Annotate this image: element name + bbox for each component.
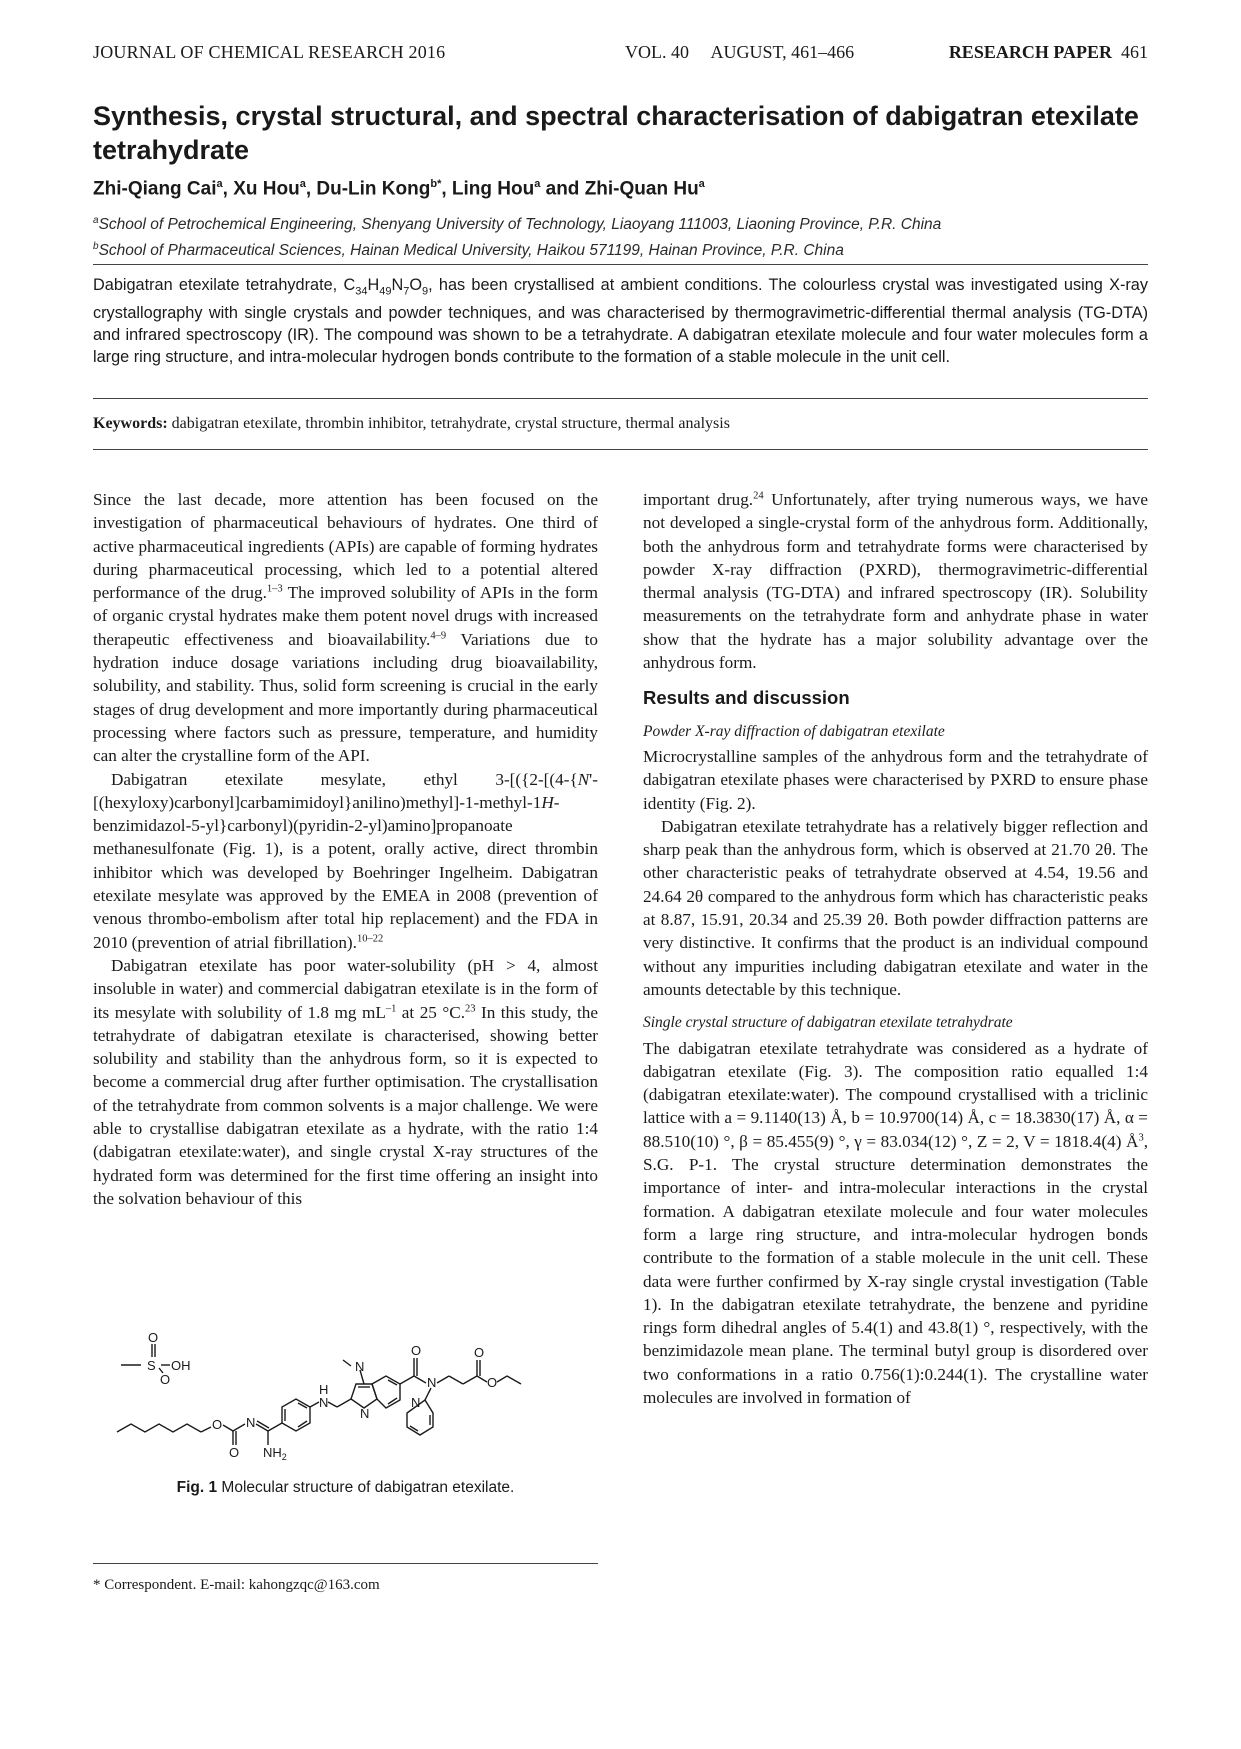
bond — [201, 1427, 211, 1432]
affiliation — [93, 210, 1153, 236]
bond — [337, 1399, 351, 1407]
atom-label: O — [212, 1417, 223, 1432]
paragraph-text: important drug. — [643, 490, 754, 509]
paragraph-text: Dabigatran etexilate has poor water-solubility (pH > 4, almost insoluble in water) and commercial dabigatran etexilate is in the form of its mesylate with solubility of 1.8 mg mL — [93, 955, 598, 1022]
paragraph-text: The improved solubility of APIs in the form of organic crystal hydrates make them potent novel drugs with increased therapeutic effectiveness and bioavailability. — [93, 583, 599, 649]
paragraph — [93, 954, 598, 1210]
atom-label: OH — [171, 1358, 191, 1373]
atom-label — [263, 1445, 287, 1462]
keywords-label: Keywords: — [93, 415, 168, 432]
author-separator: , — [305, 178, 317, 200]
benzene-ring — [282, 1399, 310, 1431]
figure-label: Fig. 1 — [176, 1479, 218, 1496]
body-column-right — [643, 488, 1148, 1409]
keywords — [93, 415, 1148, 433]
author-separator: and — [540, 178, 585, 200]
paragraph — [643, 488, 1148, 674]
citation: 10–22 — [356, 932, 384, 944]
atom-label: N — [319, 1395, 329, 1410]
formula-subscript: 7 — [403, 285, 410, 298]
citation: 24 — [753, 490, 764, 502]
bond — [449, 1376, 463, 1384]
citation: 23 — [465, 1002, 476, 1014]
bond — [256, 1424, 268, 1431]
author: Zhi-Quan Hu — [584, 178, 699, 200]
author-affiliation-mark: a — [534, 178, 541, 190]
divider — [93, 264, 1148, 265]
author-affiliation-mark: a — [216, 178, 223, 190]
paragraph — [643, 1037, 1148, 1410]
italic-text: N — [577, 769, 590, 789]
atom-label: N — [360, 1406, 370, 1421]
bond — [400, 1376, 414, 1384]
paragraph: Microcrystalline samples of the anhydrous form and the tetrahydrate of dabigatran etexilate phases were characterised by PXRD to ensure phase identity (Fig. 2). — [643, 746, 1148, 813]
author: Ling Hou — [451, 178, 535, 200]
atom-labels — [147, 1330, 497, 1462]
formula-element: H — [367, 276, 380, 294]
paragraph-text: -benzimidazol-5-yl}carbonyl)(pyridin-2-yl)amino]propanoate methanesulfonate (Fig. 1), is a potent, orally active, direct thrombin inhibitor which was developed by Boehringer Ingelheim. Dabigatran etexilate mesylate was approved by the EMEA in 2008 (prevention of venous thrombo-embolism after total hip replacement) and the FDA in 2010 (prevention of atrial fibrillation). — [93, 792, 598, 952]
atom-label: O — [229, 1445, 240, 1460]
subsection-heading: Single crystal structure of dabigatran etexilate tetrahydrate — [643, 1014, 1013, 1032]
keywords-text: dabigatran etexilate, thrombin inhibitor, tetrahydrate, crystal structure, thermal analysis — [171, 415, 730, 432]
divider — [93, 398, 1148, 399]
article-title: Synthesis, crystal structural, and spectral characterisation of dabigatran etexilate tetrahydrate — [93, 101, 1139, 165]
paragraph-text: '-[(hexyloxy)carbonyl]carbamimidoyl}anilino)methyl]-1-methyl-1 — [93, 769, 598, 812]
paragraph — [93, 768, 598, 954]
bond — [328, 1402, 337, 1407]
author: Zhi-Qiang Cai — [93, 178, 217, 200]
abstract — [93, 274, 1148, 368]
body-column-left — [93, 488, 598, 1210]
atom-label: H — [319, 1382, 329, 1397]
formula-element: N — [391, 276, 404, 294]
footnote-rule — [93, 1563, 598, 1564]
affiliation-text: School of Pharmaceutical Sciences, Hainan Medical University, Haikou 571199, Hainan Province, P.R. China — [98, 242, 844, 260]
paragraph-text: , S.G. P-1. The crystal structure determination demonstrates the importance of inter- and intra-molecular interactions in the crystal formation. A dabigatran etexilate molecule and four water molecules form a large ring structure, and intra-molecular hydrogen bonds contribute to the formation of a stable molecule in the unit cell. These data were further confirmed by X-ray single crystal investigation (Table 1). In the dabigatran etexilate tetrahydrate, the benzene and pyridine rings form dihedral angles of 5.4(1) and 43.8(1) °, respectively, with the benzimidazole mean plane. The terminal butyl group is disordered over two conformations in a ratio 0.756(1):0.244(1). The crystalline water molecules are involved in formation of — [643, 1131, 1148, 1407]
atom-label-subscript: 2 — [281, 1452, 287, 1462]
atom-label-text: NH — [263, 1445, 282, 1460]
italic-text: H — [541, 792, 554, 812]
bond — [223, 1425, 233, 1431]
atom-label: O — [487, 1375, 498, 1390]
atom-label: N — [355, 1359, 365, 1374]
subsection-heading: Powder X-ray diffraction of dabigatran etexilate — [643, 722, 945, 740]
running-head — [93, 42, 1148, 68]
paragraph-text: Unfortunately, after trying numerous ways, we have not developed a single-crystal form of the anhydrous form. Additionally, both the anhydrous form and tetrahydrate forms were characterised by powder X-ray diffraction (PXRD), thermogravimetric-differential thermal analysis (TG-DTA) and infrared spectroscopy (IR). Solubility measurements on the tetrahydrate form and anhydrate phase in water show that the hydrate has a major solubility advantage over the anhydrous form. — [643, 490, 1148, 673]
atom-label: O — [148, 1330, 159, 1345]
formula-subscript: 9 — [422, 285, 429, 298]
molecular-structure-figure — [115, 1328, 605, 1468]
affiliation-mark: b — [93, 241, 99, 253]
formula-element: O — [409, 276, 423, 294]
atom-label: O — [474, 1345, 485, 1360]
affiliation-mark: a — [93, 215, 99, 226]
paragraph: Dabigatran etexilate tetrahydrate has a relatively bigger reflection and sharp peak than the anhydrous form, which is observed at 21.70 2θ. The other characteristic peaks of tetrahydrate observed at 4.54, 19.56 and 24.64 2θ compared to the anhydrous form which has characteristic peaks at 8.87, 15.91, 20.34 and 25.39 2θ. Both powder diffraction patterns are very distinctive. It confirms that the product is an individual compound without any impurities including dabigatran etexilate and water in the amounts detectable by this technique. — [643, 816, 1148, 999]
author-affiliation-mark: a — [299, 178, 306, 190]
author: Du-Lin Kong — [316, 178, 431, 200]
citation: 4–9 — [430, 630, 447, 642]
ethyl-chain — [497, 1376, 521, 1384]
author-separator: , — [222, 178, 234, 200]
bond — [268, 1423, 282, 1431]
volume-issue: VOL. 40 AUGUST, 461–466 — [625, 42, 855, 62]
author-list — [93, 178, 1153, 200]
paragraph-text: Since the last decade, more attention has been focused on the investigation of pharmaceutical behaviours of hydrates. One third of active pharmaceutical ingredients (APIs) are capable of forming hydrates during pharmaceutical processing, which led to a potential altered performance of the drug. — [93, 490, 598, 603]
atom-label: S — [147, 1358, 156, 1373]
bond — [233, 1424, 245, 1431]
author-affiliation-mark: b* — [430, 178, 442, 190]
author-affiliation-mark: a — [698, 178, 705, 190]
affiliation — [93, 236, 1153, 262]
figure-caption — [93, 1479, 598, 1497]
formula-subscript: 49 — [379, 285, 392, 298]
bond — [477, 1376, 487, 1382]
correspondent-footnote: * Correspondent. E-mail: kahongzqc@163.com — [93, 1577, 380, 1593]
benzimidazole-ring — [372, 1376, 400, 1408]
paragraph-text: at 25 °C. — [396, 1002, 465, 1022]
journal-name: JOURNAL OF CHEMICAL RESEARCH 2016 — [93, 42, 446, 62]
atom-label: N — [246, 1415, 256, 1430]
atom-label: O — [160, 1372, 171, 1387]
article-type: RESEARCH PAPER — [948, 42, 1112, 62]
paragraph-text: The dabigatran etexilate tetrahydrate was considered as a hydrate of dabigatran etexilate (Fig. 3). The composition ratio equalled 1:4 (dabigatran etexilate:water). The compound crystallised with a triclinic lattice with a = 9.1140(13) Å, b = 10.9700(14) Å, c = 18.3830(17) Å, α = 88.510(10) °, β = 85.455(9) °, γ = 83.034(12) °, Z = 2, V = 1818.4(4) Å — [643, 1038, 1148, 1151]
paragraph-text: Dabigatran etexilate mesylate, ethyl 3-[({2-[(4-{ — [111, 769, 578, 789]
affiliation-text: School of Petrochemical Engineering, Shenyang University of Technology, Liaoyang 111003, Liaoning Province, P.R. China — [98, 216, 942, 234]
bond — [343, 1360, 351, 1366]
bond — [414, 1376, 426, 1383]
bond — [437, 1376, 449, 1383]
abstract-text: Dabigatran etexilate tetrahydrate, C — [93, 276, 356, 294]
citation: 1–3 — [266, 583, 283, 595]
atom-label: N — [427, 1375, 437, 1390]
paragraph-text: Variations due to hydration induce dosage variations including drug bioavailability, solubility, and stability. Thus, solid form screening is crucial in the early stages of drug development and more importantly during pharmaceutical processing where factors such as pressure, temperature, and humidity can alter the crystalline form of the API. — [93, 629, 598, 766]
author: Xu Hou — [233, 178, 300, 200]
superscript: 3 — [1138, 1131, 1144, 1143]
article-type-page — [949, 42, 1148, 63]
author-separator: , — [441, 178, 452, 200]
atom-label: N — [411, 1395, 421, 1410]
bond — [257, 1421, 269, 1428]
hexyl-chain — [117, 1424, 201, 1432]
abstract-text: , has been crystallised at ambient conditions. The colourless crystal was investigated using X-ray crystallography with single crystals and powder techniques, and was characterised by thermogravimetric-differential thermal analysis (TG-DTA) and infrared spectroscopy (IR). The compound was shown to be a tetrahydrate. A dabigatran etexilate molecule and four water molecules form a large ring structure, and intra-molecular hydrogen bonds contribute to the formation of a stable molecule in the unit cell. — [93, 276, 1148, 367]
superscript: –1 — [385, 1002, 397, 1014]
atom-label: O — [411, 1343, 422, 1358]
bond — [310, 1402, 319, 1407]
affiliations — [93, 210, 1153, 262]
divider — [93, 449, 1148, 450]
section-heading: Results and discussion — [643, 687, 850, 709]
paragraph — [93, 488, 598, 768]
formula-subscript: 34 — [355, 285, 368, 298]
page-number: 461 — [1121, 42, 1148, 62]
paragraph-text: In this study, the tetrahydrate of dabigatran etexilate is characterised, showing better solubility and stability than the anhydrous form, so it is expected to become a commercial drug after further optimisation. The crystallisation of the tetrahydrate from common solvents is a major challenge. We were able to crystallise dabigatran etexilate as a hydrate, with the ratio 1:4 (dabigatran etexilate:water), and single crystal X-ray structures of the hydrated form was determined for the first time offering an insight into the solvation behaviour of this — [93, 1002, 598, 1208]
bond — [463, 1376, 477, 1384]
figure-caption-text: Molecular structure of dabigatran etexilate. — [217, 1479, 515, 1496]
